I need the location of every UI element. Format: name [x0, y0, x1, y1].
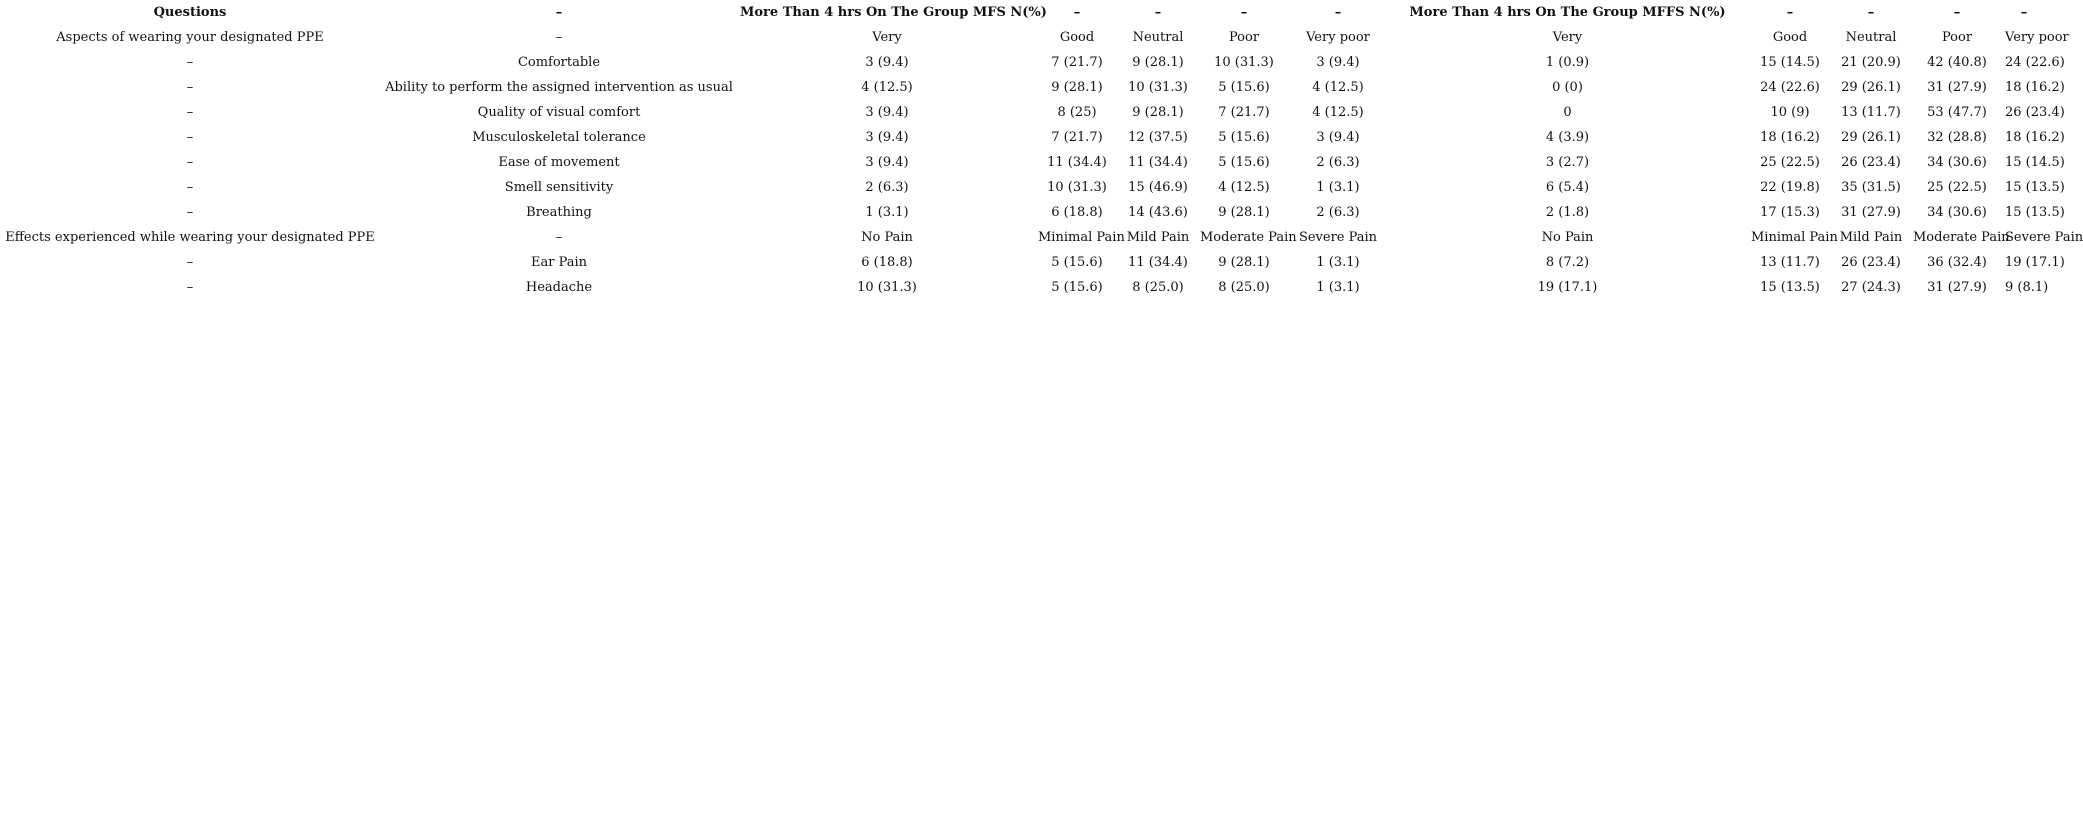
table-cell: 8 (25.0): [1218, 280, 1270, 295]
table-cell: 3 (9.4): [865, 55, 909, 70]
table-cell: Poor: [1941, 30, 1973, 45]
table-cell: 17 (15.3): [1760, 205, 1820, 220]
header-cell: More Than 4 hrs On The Group MFFS N(%): [1409, 5, 1726, 20]
table-cell: 26 (23.4): [2005, 105, 2065, 120]
table-cell: 10 (9): [1770, 105, 1810, 120]
table-cell: 29 (26.1): [1841, 130, 1901, 145]
table-cell: 10 (31.3): [1128, 80, 1188, 95]
table-cell: 31 (27.9): [1841, 205, 1901, 220]
table-cell: 36 (32.4): [1927, 255, 1987, 270]
table-cell: Very poor: [2005, 30, 2069, 45]
header-cell: –: [1867, 5, 1875, 20]
table-cell: –: [186, 180, 194, 195]
table-cell: 4 (12.5): [1312, 105, 1364, 120]
table-cell: Ear Pain: [530, 255, 588, 270]
table-cell: 19 (17.1): [1537, 280, 1598, 295]
table-cell: 9 (28.1): [1132, 105, 1184, 120]
table-body: [0, 25, 2083, 300]
header-cell: –: [555, 5, 563, 20]
table-row: [0, 150, 2045, 175]
table-cell: Breathing: [526, 205, 592, 220]
table-cell: Minimal Pain: [1751, 230, 1838, 245]
table-cell: 5 (15.6): [1051, 280, 1103, 295]
table-cell: 11 (34.4): [1128, 155, 1188, 170]
table-cell: –: [186, 55, 194, 70]
table-header-row: [0, 0, 2045, 25]
table-cell: 26 (23.4): [1841, 155, 1901, 170]
table-cell: 42 (40.8): [1927, 55, 1987, 70]
table-cell: 4 (12.5): [1312, 80, 1364, 95]
table-cell: –: [186, 280, 194, 295]
table-cell: 6 (18.8): [861, 255, 913, 270]
ppe-survey-table: [0, 0, 2083, 300]
table-cell: 15 (13.5): [2005, 180, 2065, 195]
table-cell: 11 (34.4): [1128, 255, 1188, 270]
table-cell: 32 (28.8): [1927, 130, 1987, 145]
table-cell: 9 (28.1): [1132, 55, 1184, 70]
table-cell: 22 (19.8): [1760, 180, 1820, 195]
table-cell: Headache: [525, 280, 593, 295]
table-cell: 13 (11.7): [1841, 105, 1901, 120]
table-cell: 6 (18.8): [1051, 205, 1103, 220]
table-cell: Moderate Pain: [1913, 230, 2010, 245]
table-row: [0, 225, 2045, 250]
table-cell: Good: [1059, 30, 1095, 45]
table-cell: 1 (3.1): [865, 205, 909, 220]
table-cell: Quality of visual comfort: [477, 105, 641, 120]
table-row: [0, 250, 2045, 275]
table-cell: 1 (0.9): [1545, 55, 1590, 70]
table-cell: 7 (21.7): [1051, 55, 1103, 70]
table-cell: 31 (27.9): [1927, 80, 1987, 95]
table-cell: Severe Pain: [2005, 230, 2083, 245]
table-cell: 2 (1.8): [1545, 205, 1590, 220]
table-cell: 10 (31.3): [1214, 55, 1274, 70]
table-cell: 24 (22.6): [2005, 55, 2065, 70]
table-cell: Ease of movement: [498, 155, 620, 170]
table-cell: Smell sensitivity: [504, 180, 614, 195]
table-cell: 9 (28.1): [1051, 80, 1103, 95]
table-cell: 15 (46.9): [1128, 180, 1188, 195]
table-cell: –: [186, 130, 194, 145]
table-cell: Ability to perform the assigned intervention as usual: [385, 80, 733, 95]
table-cell: Poor: [1228, 30, 1260, 45]
table-cell: 5 (15.6): [1218, 80, 1270, 95]
table-cell: 2 (6.3): [865, 180, 909, 195]
header-cell: Questions: [153, 5, 227, 20]
table-cell: Very poor: [1306, 30, 1370, 45]
table-cell: No Pain: [861, 230, 913, 245]
table-cell: 15 (14.5): [1760, 55, 1820, 70]
table-row: [0, 125, 2045, 150]
table-cell: 3 (9.4): [1316, 55, 1360, 70]
table-cell: 3 (9.4): [865, 130, 909, 145]
table-cell: 13 (11.7): [1760, 255, 1820, 270]
table-cell: 7 (21.7): [1218, 105, 1270, 120]
table-cell: 10 (31.3): [1047, 180, 1107, 195]
table-row: [0, 75, 2045, 100]
table-cell: 3 (9.4): [865, 155, 909, 170]
table-cell: 1 (3.1): [1316, 255, 1360, 270]
table-cell: 3 (9.4): [1316, 130, 1360, 145]
table-cell: 5 (15.6): [1218, 155, 1270, 170]
header-cell: More Than 4 hrs On The Group MFS N(%): [740, 5, 1047, 20]
header-cell: –: [1786, 5, 1794, 20]
table-cell: 14 (43.6): [1128, 205, 1188, 220]
table-cell: 4 (12.5): [1218, 180, 1270, 195]
table-cell: Mild Pain: [1839, 230, 1903, 245]
table-cell: 0: [1563, 105, 1572, 120]
table-cell: –: [186, 205, 194, 220]
table-cell: 10 (31.3): [857, 280, 917, 295]
table-cell: 7 (21.7): [1051, 130, 1103, 145]
table-cell: –: [186, 155, 194, 170]
header-cell: –: [1240, 5, 1248, 20]
table-cell: Mild Pain: [1126, 230, 1190, 245]
header-cell: –: [2020, 5, 2028, 20]
table-cell: –: [186, 80, 194, 95]
table-cell: Minimal Pain: [1038, 230, 1125, 245]
table-cell: 1 (3.1): [1316, 180, 1360, 195]
header-cell: –: [1334, 5, 1342, 20]
table-cell: Comfortable: [517, 55, 601, 70]
table-cell: 8 (7.2): [1545, 255, 1590, 270]
table-row: [0, 50, 2045, 75]
table-cell: 5 (15.6): [1218, 130, 1270, 145]
table-cell: Effects experienced while wearing your designated PPE: [5, 230, 375, 245]
table-cell: Musculoskeletal tolerance: [472, 130, 646, 145]
table-row: [0, 275, 2045, 300]
table-cell: Very: [872, 30, 902, 45]
table-cell: 4 (3.9): [1545, 130, 1590, 145]
table-cell: –: [555, 230, 563, 245]
table-cell: 5 (15.6): [1051, 255, 1103, 270]
table-cell: 2 (6.3): [1316, 155, 1360, 170]
header-cell: –: [1953, 5, 1961, 20]
table-cell: Neutral: [1845, 30, 1897, 45]
table-cell: 1 (3.1): [1316, 280, 1360, 295]
table-cell: 9 (28.1): [1218, 205, 1270, 220]
table-cell: 25 (22.5): [1927, 180, 1987, 195]
table-cell: No Pain: [1541, 230, 1594, 245]
table-cell: –: [186, 105, 194, 120]
table-cell: 34 (30.6): [1927, 155, 1987, 170]
table-cell: 3 (2.7): [1545, 155, 1590, 170]
table-cell: 15 (13.5): [2005, 205, 2065, 220]
table-cell: –: [555, 30, 563, 45]
table-cell: 24 (22.6): [1760, 80, 1820, 95]
table-cell: 12 (37.5): [1128, 130, 1188, 145]
header-cell: –: [1154, 5, 1162, 20]
table-cell: Very: [1552, 30, 1583, 45]
table-cell: 11 (34.4): [1047, 155, 1107, 170]
table-cell: 15 (14.5): [2005, 155, 2065, 170]
table-cell: –: [186, 255, 194, 270]
table-cell: 0 (0): [1552, 80, 1583, 95]
table-cell: Severe Pain: [1298, 230, 1378, 245]
table-cell: 15 (13.5): [1760, 280, 1820, 295]
table-cell: 34 (30.6): [1927, 205, 1987, 220]
table-cell: 8 (25.0): [1132, 280, 1184, 295]
table-cell: 9 (8.1): [2005, 280, 2049, 295]
header-cell: –: [1073, 5, 1081, 20]
table-cell: 53 (47.7): [1927, 105, 1987, 120]
table-cell: 9 (28.1): [1218, 255, 1270, 270]
table-cell: 2 (6.3): [1316, 205, 1360, 220]
table-cell: 19 (17.1): [2005, 255, 2065, 270]
table-row: [0, 200, 2045, 225]
table-cell: Neutral: [1132, 30, 1184, 45]
table-cell: 21 (20.9): [1841, 55, 1901, 70]
table-cell: 18 (16.2): [2005, 80, 2065, 95]
table-cell: 25 (22.5): [1760, 155, 1820, 170]
table-cell: Aspects of wearing your designated PPE: [56, 30, 324, 45]
table-row: [0, 100, 2045, 125]
table-row: [0, 25, 2045, 50]
table-cell: Moderate Pain: [1200, 230, 1297, 245]
table-cell: 4 (12.5): [861, 80, 913, 95]
table-cell: 8 (25): [1057, 105, 1097, 120]
table-cell: 18 (16.2): [2005, 130, 2065, 145]
table-cell: 26 (23.4): [1841, 255, 1901, 270]
table-cell: Good: [1772, 30, 1808, 45]
table-cell: 35 (31.5): [1841, 180, 1901, 195]
table-cell: 27 (24.3): [1841, 280, 1901, 295]
table-cell: 6 (5.4): [1545, 180, 1590, 195]
table-cell: 3 (9.4): [865, 105, 909, 120]
table-cell: 29 (26.1): [1841, 80, 1901, 95]
table-row: [0, 175, 2045, 200]
table-cell: 18 (16.2): [1760, 130, 1820, 145]
table-cell: 31 (27.9): [1927, 280, 1987, 295]
